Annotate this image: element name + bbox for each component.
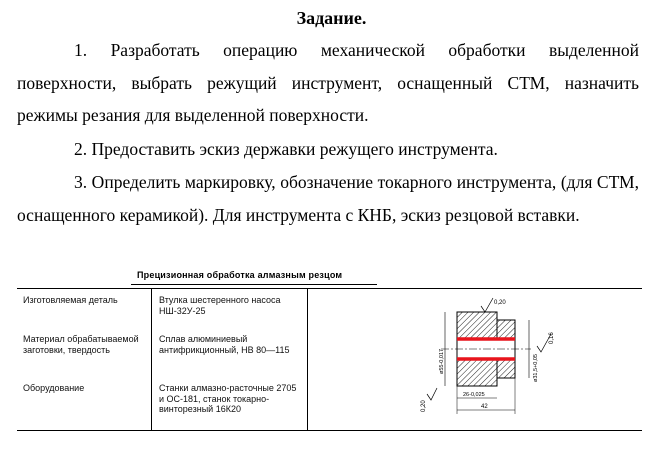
bushing-section xyxy=(441,312,531,386)
process-figure xyxy=(17,268,642,440)
label-dia-bore: ø31,5+0,05 xyxy=(533,354,539,382)
table-top-rule xyxy=(17,288,642,289)
row-material-label: Материал обрабатываемой заготовки, твердость xyxy=(23,334,139,355)
label-total-len: 42 xyxy=(481,404,488,410)
label-dia-outer: ø55-0,017 xyxy=(439,348,445,374)
caption-underline xyxy=(131,284,377,285)
row-part-label: Изготовляемая деталь xyxy=(23,295,118,305)
task-item-2: 2. Предоставить эскиз державки режущего инструмента. xyxy=(74,139,498,159)
label-right-roughness: 0,16 xyxy=(549,332,555,344)
table-bottom-rule xyxy=(17,430,642,431)
label-bore-len: 26-0,025 xyxy=(463,392,485,398)
label-left-roughness: 0,20 xyxy=(421,400,427,412)
row-equipment-label: Оборудование xyxy=(23,383,85,393)
task-heading: Задание. xyxy=(296,8,367,28)
task-item-3: 3. Определить маркировку, обозначение токарного инструмента, (для СТМ, оснащенного керамикой). Для инструмента с КНБ, эскиз резцовой вставки. xyxy=(17,172,639,225)
figure-caption: Прецизионная обработка алмазным резцом xyxy=(137,270,343,280)
table-divider-2 xyxy=(307,288,308,430)
table-divider-1 xyxy=(151,288,152,430)
row-part-value: Втулка шестеренного насоса НШ-32У-25 xyxy=(159,295,281,316)
bushing-drawing xyxy=(401,294,571,424)
task-item-1: 1. Разработать операцию механической обработки выделенной поверхности, выбрать режущий инструмент, оснащенный СТМ, назначить режимы резания для выделенной поверхности. xyxy=(17,40,639,125)
row-equipment-value: Станки алмазно-расточные 2705 и ОС-181, станок токарно-винторезный 16К20 xyxy=(159,383,297,414)
row-material-value: Сплав алюминиевый антифрикционный, НВ 80—115 xyxy=(159,334,290,355)
label-top-roughness: 0,20 xyxy=(494,300,506,306)
